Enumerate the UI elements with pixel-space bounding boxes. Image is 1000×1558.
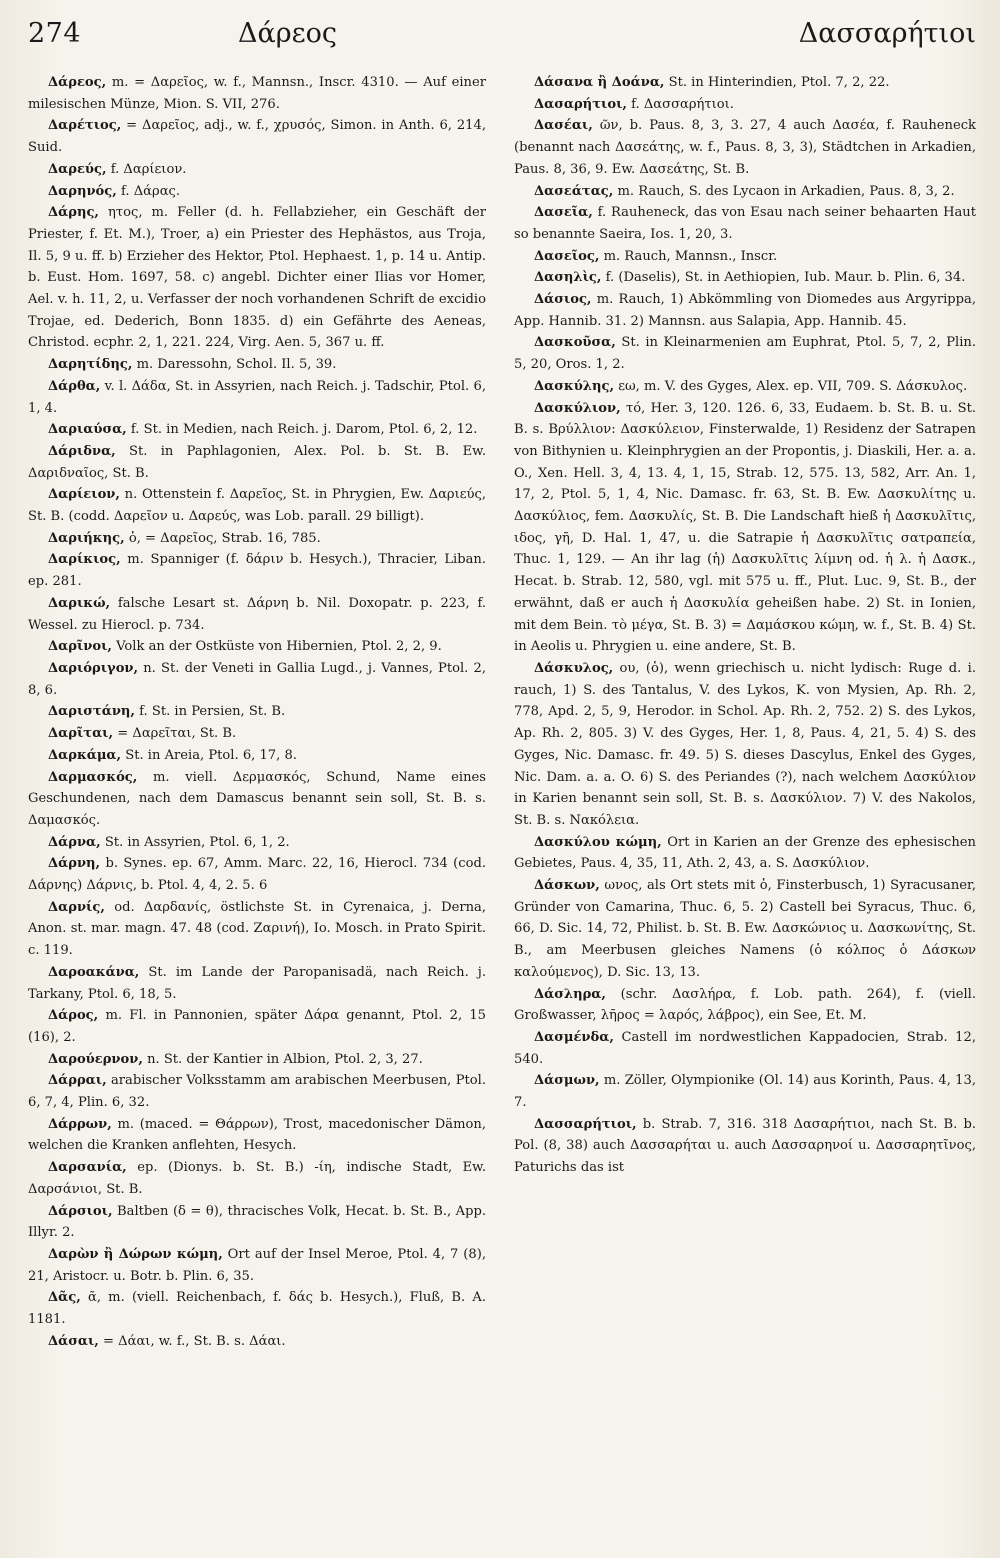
entry-headword: Δαρμασκός, [48,769,138,785]
dictionary-entry [28,701,486,723]
entry-text: m. Zöller, Olympionike (Ol. 14) aus Korinth, Paus. 4, 13, 7. [514,1073,976,1111]
dictionary-entry [28,1244,486,1287]
dictionary-entry [28,484,486,527]
running-head-left: Δάρεος [238,18,337,49]
dictionary-entry [514,875,976,984]
entry-headword: Δάρραι, [48,1073,107,1089]
dictionary-entry [514,398,976,658]
entry-headword: Δαριαύσα, [48,422,127,438]
entry-headword: Δαρκάμα, [48,747,122,763]
entry-headword: Δαρὼν ἢ Δώρων κώμη, [48,1246,223,1262]
entry-headword: Δασεῖος, [534,248,600,264]
entry-headword: Δάρθα, [48,378,101,394]
entry-text: m. Rauch, Mannsn., Inscr. [599,248,778,264]
entry-text: f. St. in Medien, nach Reich. j. Darom, Ptol. 6, 2, 12. [126,422,478,438]
entry-headword: Δασεάτας, [534,183,614,199]
dictionary-entry [514,376,976,398]
entry-text: m. viell. Δερμασκός, Schund, Name eines Geschundenen, nach dem Damascus benannt sein soll, St. B. s. Δαμασκός. [28,769,486,828]
dictionary-entry [28,1201,486,1244]
entry-text: St. in Areia, Ptol. 6, 17, 8. [121,747,297,763]
entry-headword: Δαριόριγον, [48,660,139,676]
entry-headword: Δαρνίς, [48,899,105,915]
dictionary-entry [28,745,486,767]
entry-text: εω, m. V. des Gyges, Alex. ep. VII, 709. S. Δάσκυλος. [614,378,968,394]
entry-text: ου, (ὁ), wenn griechisch u. nicht lydisch: Ruge d. i. rauch, 1) S. des Tantalus, V. des Lykos, K. von Mysien, Ap. Rh. 2, 778, Apd. 2, 5, 9, Herodor. in Schol. Ap. Rh. 2, 752. 2) S. des Lykos, Ap. Rh. 2, 805. 3) V. des Gyges, Her. 1, 8, Paus. 4, 21, 5. 4) S. des Gyges, Nic. Damasc. fr. 49. 5) S. dieses Dascylus, Enkel des Gyges, Nic. Dam. a. a. O. 6) S. des Periandes (?), nach welchem Δασκύλιον in Karien benannt sein soll, St. B. s. Δασκύλιον. 7) V. des Nakolos, St. B. s. Νακόλεια. [514,660,976,828]
entry-text: m. (maced. = Θάρρων), Trost, macedonischer Dämon, welchen die Kranken anflehten, Hesych. [28,1116,486,1154]
entry-text: Ort in Karien an der Grenze des ephesischen Gebietes, Paus. 4, 35, 11, Ath. 2, 43, a. S. Δασκύλιον. [514,834,976,872]
entry-text: ητος, m. Feller (d. h. Fellabzieher, ein Geschäft der Priester, f. Et. M.), Troer, a) ein Priester des Hephästos, aus Troja, Il. 5, 9 u. ff. b) Erzieher des Hektor, Ptol. Hephaest. 1, p. 14 u. Antip. b. Eust. Hom. 1697, 58. c) angebl. Dichter einer Ilias vor Homer, Ael. v. h. 11, 2, u. Verfasser der noch vorhandenen Schrift de excidio Trojae, ed. Dederich, Bonn 1835. d) ein Gefährte des Aeneas, Christod. ecphr. 2, 1, 221. 224, Virg. Aen. 5, 367 u. ff. [28,205,486,351]
entry-headword: Δασκύλης, [534,378,615,394]
running-head-right: Δασσαρήτιοι [798,18,976,49]
entry-headword: Δαρίκιος, [48,552,121,568]
entry-headword: Δαριστάνη, [48,704,135,720]
dictionary-entry [514,94,976,116]
entry-text: = Δαρεῖος, adj., w. f., χρυσός, Simon. in Anth. 6, 214, Suid. [28,118,486,156]
entry-headword: Δάρνα, [48,834,101,850]
entry-text: m. Spanniger (f. δάριν b. Hesych.), Thracier, Liban. ep. 281. [28,552,486,590]
entry-headword: Δαρῖται, [48,726,114,742]
dictionary-entry [514,1070,976,1113]
dictionary-entry [28,72,486,115]
dictionary-entry [28,723,486,745]
dictionary-entry [28,832,486,854]
entry-text: (schr. Δασλήρα, f. Lob. path. 264), f. (viell. Großwasser, λῆρος = λαρός, λάβρος), ein See, Et. M. [514,986,976,1024]
entry-headword: Δάρνη, [48,856,101,872]
dictionary-entry [514,72,976,94]
entry-headword: Δάρσιοι, [48,1203,113,1219]
entry-headword: Δασεῖα, [534,205,593,221]
entry-text: Baltben (δ = θ), thracisches Volk, Hecat. b. St. B., App. Illyr. 2. [28,1203,486,1241]
entry-text: f. Δαρίειον. [106,161,187,177]
entry-headword: Δασκύλιον, [534,400,621,416]
entry-headword: Δάσληρα, [534,986,606,1002]
entry-headword: Δασκοῦσα, [534,335,616,351]
entry-text: ep. (Dionys. b. St. B.) -ίη, indische Stadt, Ew. Δαρσάνιοι, St. B. [28,1160,486,1197]
dictionary-entry [28,962,486,1005]
entry-text: f. Δασσαρήτιοι. [626,96,734,112]
entry-headword: Δάρεος, [48,75,107,90]
entry-text: n. St. der Veneti in Gallia Lugd., j. Vannes, Ptol. 2, 8, 6. [28,660,486,698]
entry-headword: Δασηλὶς, [534,270,602,286]
dictionary-entry [28,549,486,592]
entry-headword: Δάρος, [48,1008,99,1024]
entry-headword: Δάσιος, [534,292,592,308]
entry-text: n. St. der Kantier in Albion, Ptol. 2, 3, 27. [142,1051,423,1067]
entry-text: = Δαρεῖται, St. B. [113,726,237,742]
entry-text: m. Daressohn, Schol. Il. 5, 39. [132,357,337,373]
dictionary-entry [28,441,486,484]
entry-text: ῶν, b. Paus. 8, 3, 3. 27, 4 auch Δασέα, f. Rauheneck (benannt nach Δασεάτης, w. f., Paus. 8, 3, 3), Städtchen in Arkadien, Paus. 8, 36, 9. Ew. Δασεάτης, St. B. [514,118,976,177]
entry-headword: Δαρίειον, [48,487,120,503]
dictionary-entry [28,1287,486,1330]
dictionary-entry [28,658,486,701]
entry-text: ὁ, = Δαρεῖος, Strab. 16, 785. [124,530,321,546]
entry-headword: Δάρρων, [48,1116,112,1132]
entry-text: St. in Hinterindien, Ptol. 7, 2, 22. [664,75,890,90]
entry-text: m. Rauch, 1) Abkömmling von Diomedes aus Argyrippa, App. Hannib. 31. 2) Mannsn. aus Salapia, App. Hannib. 45. [514,292,976,329]
dictionary-entry [28,354,486,376]
entry-text: f. Δάρας. [116,183,181,199]
entry-text: n. Ottenstein f. Δαρεῖος, St. in Phrygien, Ew. Δαριεύς, St. B. (codd. Δαρεῖον u. Δαρεύς, was Lob. parall. 29 billigt). [28,487,486,525]
dictionary-entry [514,115,976,180]
page-header [28,18,976,64]
dictionary-entry [28,181,486,203]
dictionary-entry [514,658,976,832]
entry-headword: Δαρεύς, [48,161,107,177]
dictionary-entry [514,984,976,1027]
entry-text: m. = Δαρεῖος, w. f., Mannsn., Inscr. 4310. — Auf einer milesischen Münze, Mion. S. VII, 276. [28,75,486,112]
entry-headword: Δάσκων, [534,878,600,894]
entry-text: Castell im nordwestlichen Kappadocien, Strab. 12, 540. [514,1029,976,1067]
dictionary-entry [28,1005,486,1048]
dictionary-entry [28,1070,486,1113]
entry-headword: Δαρικώ, [48,595,111,611]
dictionary-entry [28,202,486,354]
entry-headword: Δάρης, [48,205,99,221]
entry-text: St. in Assyrien, Ptol. 6, 1, 2. [100,834,290,850]
entry-text: m. Fl. in Pannonien, später Δάρα genannt, Ptol. 2, 15 (16), 2. [28,1008,486,1045]
entry-text: falsche Lesart st. Δάρνη b. Nil. Doxopatr. p. 223, f. Wessel. zu Hierocl. p. 734. [28,595,486,633]
dictionary-entry [28,767,486,832]
entry-text: v. l. Δάδα, St. in Assyrien, nach Reich. j. Tadschir, Ptol. 6, 1, 4. [28,378,486,416]
entry-headword: Δασσαρήτιοι, [534,1116,637,1132]
dictionary-entry [28,1114,486,1157]
entry-headword: Δασμένδα, [534,1029,614,1045]
entry-headword: Δᾶς, [48,1290,81,1306]
dictionary-entry [28,159,486,181]
entry-headword: Δάσαι, [48,1333,99,1349]
entry-text: ᾶ, m. (viell. Reichenbach, f. δάς b. Hesych.), Fluß, B. A. 1181. [28,1290,486,1328]
dictionary-entry [28,853,486,896]
dictionary-entry [28,376,486,419]
entry-text: f. (Daselis), St. in Aethiopien, Iub. Maur. b. Plin. 6, 34. [601,270,966,286]
entry-headword: Δαρητίδης, [48,357,133,373]
text-columns [28,72,976,1352]
dictionary-entry [514,181,976,203]
entry-text: b. Synes. ep. 67, Amm. Marc. 22, 16, Hierocl. 734 (cod. Δάρνης) Δάρνις, b. Ptol. 4, 4, 2. 5. 6 [28,856,486,894]
dictionary-entry [28,593,486,636]
entry-headword: Δάριδνα, [48,443,116,459]
entry-text: m. Rauch, S. des Lycaon in Arkadien, Paus. 8, 3, 2. [613,183,955,199]
entry-headword: Δάσμων, [534,1073,600,1089]
entry-headword: Δαροακάνα, [48,964,140,980]
entry-text: od. Δαρδανίς, östlichste St. in Cyrenaica, j. Derna, Anon. st. mar. magn. 47. 48 (cod. Ζαρινή), Io. Mosch. in Prato Spirit. c. 119. [28,899,486,959]
dictionary-entry [514,246,976,268]
dictionary-entry [514,289,976,332]
entry-text: ωνος, als Ort stets mit ὁ, Finsterbusch, 1) Syracusaner, Gründer von Camarina, Thuc. 6, 5. 2) Castell bei Syracus, Thuc. 6, 66, D. Sic. 14, 72, Philist. b. St. B. Ew. Δασκώνιος u. Δασκωνίτης, St. B., am Meerbusen gleiches Namens (ὁ κόλπος ὁ Δάσκων καλούμενος), D. Sic. 13, 13. [514,878,976,980]
entry-text: Volk an der Ostküste von Hibernien, Ptol. 2, 2, 9. [112,639,442,655]
entry-text: b. Strab. 7, 316. 318 Δασαρήτιοι, nach St. B. b. Pol. (8, 38) auch Δασσαρήται u. auch Δασσαρηνοί u. Δασσαρητῖνος, Paturichs das ist [514,1116,976,1176]
entry-text: St. im Lande der Paropanisadä, nach Reich. j. Tarkany, Ptol. 6, 18, 5. [28,964,486,1002]
entry-headword: Δαριήκης, [48,530,125,546]
dictionary-entry [28,1157,486,1200]
entry-text: St. in Kleinarmenien am Euphrat, Ptol. 5, 7, 2, Plin. 5, 20, Oros. 1, 2. [514,335,976,373]
right-column [514,72,976,1352]
dictionary-entry [514,832,976,875]
dictionary-entry [28,528,486,550]
dictionary-entry [28,1049,486,1071]
entry-headword: Δαρούερνον, [48,1051,143,1067]
dictionary-entry [514,267,976,289]
entry-headword: Δαρῖνοι, [48,639,112,655]
entry-text: Ort auf der Insel Meroe, Ptol. 4, 7 (8), 21, Aristocr. u. Botr. b. Plin. 6, 35. [28,1246,486,1284]
dictionary-entry [28,115,486,158]
page-number: 274 [28,18,82,49]
entry-headword: Δαρέτιος, [48,118,122,134]
dictionary-entry [514,332,976,375]
dictionary-entry [28,897,486,962]
entry-text: τό, Her. 3, 120. 126. 6, 33, Eudaem. b. St. B. u. St. B. s. Βρύλλιον: Δασκύλειον, Finsterwalde, 1) Residenz der Satrapen von Bithynien u. Kleinphrygien an der Propontis, j. Diaskili, Her. a. a. O., Xen. Hell. 3, 4, 13. 4, 1, 15, Strab. 12, 575. 13, 582, Arr. An. 1, 17, 2, Ptol. 5, 1, 4, Nic. Damasc. fr. 63, St. B. Ew. Δασκυλίτης u. Δασκύλιος, fem. Δασκυλίς, St. B. Die Landschaft hieß ἡ Δασκυλῖτις, ιδος, γῆ, D. Hal. 1, 47, u. die Satrapie ἡ Δασκυλῖτις σατραπεία, Thuc. 1, 129. — An ihr lag (ἡ) Δασκυλῖτις λίμνη od. ἡ λ. ἡ Δασκ., Hecat. b. Strab. 12, 580, vgl. mit 575 u. ff., Plut. Luc. 9, St. B., der erwähnt, daß er auch ἡ Δασκυλία geheißen habe. 2) St. in Ionien, mit dem Bein. τὸ μέγα, St. B. 3) = Δαμάσκου κώμη, w. f., St. B. 4) St. in Aeolis u. Phrygien u. eine andere, St. B. [514,400,976,655]
entry-text: = Δάαι, w. f., St. B. s. Δάαι. [98,1333,286,1349]
entry-headword: Δαρηνός, [48,183,117,199]
dictionary-entry [514,202,976,245]
entry-headword: Δαρσανία, [48,1160,127,1176]
dictionary-entry [514,1114,976,1179]
left-column [28,72,486,1352]
entry-text: f. St. in Persien, St. B. [134,704,286,720]
entry-headword: Δασκύλου κώμη, [534,834,662,850]
dictionary-entry [28,419,486,441]
dictionary-entry [28,636,486,658]
entry-headword: Δασαρήτιοι, [534,96,627,112]
entry-text: St. in Paphlagonien, Alex. Pol. b. St. B. Ew. Δαριδναῖος, St. B. [28,443,486,481]
entry-headword: Δάσκυλος, [534,660,614,676]
dictionary-entry [28,1331,486,1353]
entry-headword: Δασέαι, [534,118,593,134]
entry-text: arabischer Volksstamm am arabischen Meerbusen, Ptol. 6, 7, 4, Plin. 6, 32. [28,1073,486,1111]
entry-text: f. Rauheneck, das von Esau nach seiner behaarten Haut so benannte Saeira, Ios. 1, 20, 3. [514,205,976,242]
entry-headword: Δάσανα ἢ Δοάνα, [534,75,665,90]
dictionary-entry [514,1027,976,1070]
